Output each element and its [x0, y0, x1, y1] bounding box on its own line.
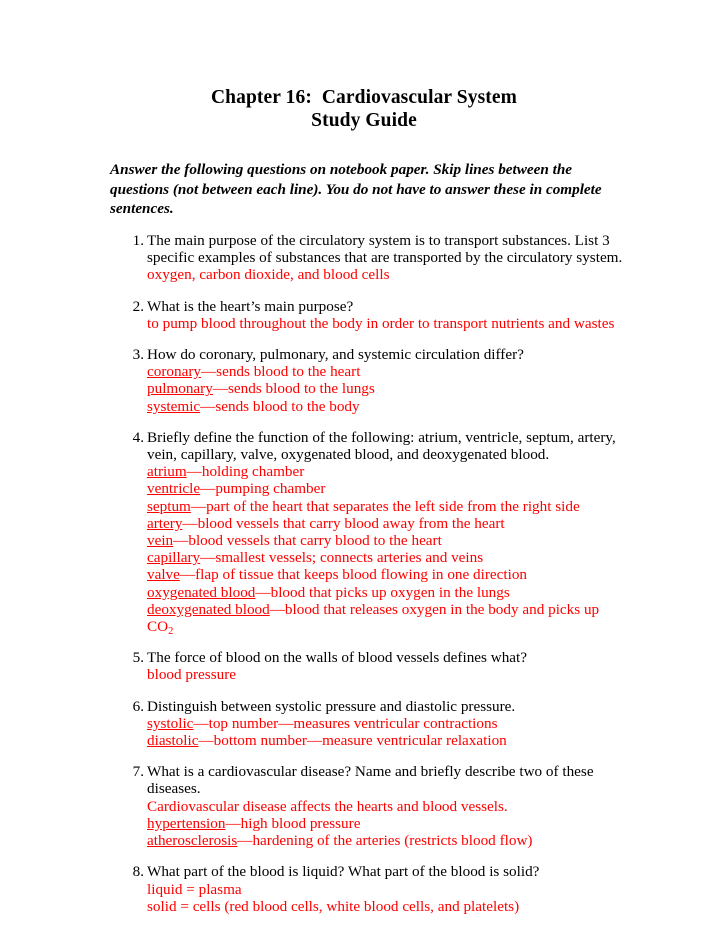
question-item: [110, 346, 626, 415]
answer-text: —blood that releases oxygen in the body and picks up CO: [147, 600, 600, 636]
answer-term: atrium: [147, 463, 187, 481]
answer-line: [147, 566, 626, 583]
answer-text: —blood vessels that carry blood away from the heart: [182, 514, 505, 532]
answer-term: capillary: [147, 549, 201, 567]
question-number: 2.: [132, 297, 144, 315]
answer-line: [147, 832, 626, 849]
answer-group: [147, 881, 626, 915]
answer-line: [147, 315, 626, 332]
question-prompt: Briefly define the function of the following: atrium, ventricle, septum, artery, vein, capillary, valve, oxygenated blood, and deoxygenated blood.: [147, 428, 616, 464]
answer-term: pulmonary: [147, 380, 213, 398]
answer-text: —bottom number—measure ventricular relaxation: [198, 732, 507, 750]
answer-line: [147, 515, 626, 532]
answer-line: [147, 532, 626, 549]
answer-group: [147, 315, 626, 332]
answer-group: [147, 798, 626, 850]
question-number: 7.: [132, 763, 144, 781]
answer-text: —holding chamber: [186, 463, 305, 481]
answer-line: [147, 498, 626, 515]
answer-text: —sends blood to the heart: [200, 363, 361, 381]
answer-text: —flap of tissue that keeps blood flowing in one direction: [179, 566, 528, 584]
answer-text: —sends blood to the lungs: [212, 380, 375, 398]
answer-text: —part of the heart that separates the left side from the right side: [190, 497, 580, 515]
document-title: [0, 86, 728, 132]
answer-text: —sends blood to the body: [200, 397, 360, 415]
answer-line: [147, 715, 626, 732]
question-item: [110, 232, 626, 284]
question-item: [110, 649, 626, 683]
question-prompt: What is the heart’s main purpose?: [147, 297, 354, 315]
title-line-2: Study Guide: [311, 110, 417, 131]
answer-term: systolic: [147, 714, 194, 732]
answer-group: [147, 266, 626, 283]
answer-line: [147, 881, 626, 898]
question-item: [110, 863, 626, 915]
question-number: 6.: [132, 697, 144, 715]
answer-text: —pumping chamber: [200, 480, 326, 498]
answer-line: [147, 584, 626, 601]
answer-text: —hardening of the arteries (restricts blood flow): [237, 832, 533, 850]
answer-line: [147, 815, 626, 832]
answer-line: [147, 480, 626, 497]
answer-text: —smallest vessels; connects arteries and veins: [200, 549, 484, 567]
answer-line: [147, 363, 626, 380]
answer-text: —high blood pressure: [225, 814, 361, 832]
answer-term: ventricle: [147, 480, 201, 498]
answer-text: blood pressure: [147, 666, 236, 684]
question-item: [110, 298, 626, 332]
answer-term: deoxygenated blood: [147, 600, 270, 618]
question-item: [110, 698, 626, 750]
question-number: 1.: [132, 232, 144, 249]
title-line-1: Chapter 16: Cardiovascular System: [210, 87, 517, 108]
answer-term: diastolic: [147, 732, 199, 750]
question-prompt: What is a cardiovascular disease? Name and briefly describe two of these diseases.: [147, 763, 594, 798]
answer-text: liquid = plasma: [147, 880, 242, 898]
answer-term: oxygenated blood: [147, 583, 256, 601]
answer-text: to pump blood throughout the body in order to transport nutrients and wastes: [147, 314, 615, 332]
answer-line: [147, 600, 626, 638]
answer-term: vein: [147, 532, 174, 550]
question-prompt: The force of blood on the walls of blood vessels defines what?: [147, 649, 528, 667]
answer-term: atherosclerosis: [147, 832, 238, 850]
answer-term: systemic: [147, 397, 201, 415]
question-number: 3.: [132, 346, 144, 364]
question-number: 5.: [132, 649, 144, 667]
question-prompt: How do coronary, pulmonary, and systemic circulation differ?: [147, 346, 524, 364]
question-prompt: What part of the blood is liquid? What part of the blood is solid?: [147, 863, 540, 881]
answer-text: —top number—measures ventricular contractions: [193, 714, 498, 732]
answer-text: —blood that picks up oxygen in the lungs: [255, 583, 510, 601]
answer-text: solid = cells (red blood cells, white blood cells, and platelets): [147, 897, 520, 915]
question-prompt: The main purpose of the circulatory system is to transport substances. List 3 specific examples of substances that are transported by the circulatory system.: [147, 232, 623, 267]
answer-line: [147, 798, 626, 815]
answer-line: [147, 549, 626, 566]
answer-line: [147, 666, 626, 683]
answer-line: [147, 732, 626, 749]
question-item: [110, 428, 626, 638]
answer-term: artery: [147, 514, 183, 532]
answer-subscript: 2: [168, 626, 174, 638]
question-number: 4.: [132, 428, 144, 446]
answer-group: [147, 463, 626, 638]
instructions-paragraph: Answer the following questions on notebook paper. Skip lines between the questions (not between each line). You do not have to answer these in complete sentences.: [110, 161, 602, 218]
answer-line: [147, 463, 626, 480]
answer-text: oxygen, carbon dioxide, and blood cells: [147, 266, 390, 284]
answer-text: Cardiovascular disease affects the hearts and blood vessels.: [147, 797, 508, 815]
question-prompt: Distinguish between systolic pressure and diastolic pressure.: [147, 697, 516, 715]
question-list: [110, 232, 626, 929]
answer-group: [147, 715, 626, 749]
question-number: 8.: [132, 863, 144, 881]
answer-line: [147, 380, 626, 397]
answer-line: [147, 266, 626, 283]
question-item: [110, 763, 626, 849]
answer-text: —blood vessels that carry blood to the heart: [173, 532, 442, 550]
answer-term: valve: [147, 566, 180, 584]
answer-term: hypertension: [147, 814, 226, 832]
answer-group: [147, 363, 626, 415]
answer-line: [147, 398, 626, 415]
answer-term: septum: [147, 497, 191, 515]
answer-term: coronary: [147, 363, 201, 381]
answer-line: [147, 898, 626, 915]
answer-group: [147, 666, 626, 683]
